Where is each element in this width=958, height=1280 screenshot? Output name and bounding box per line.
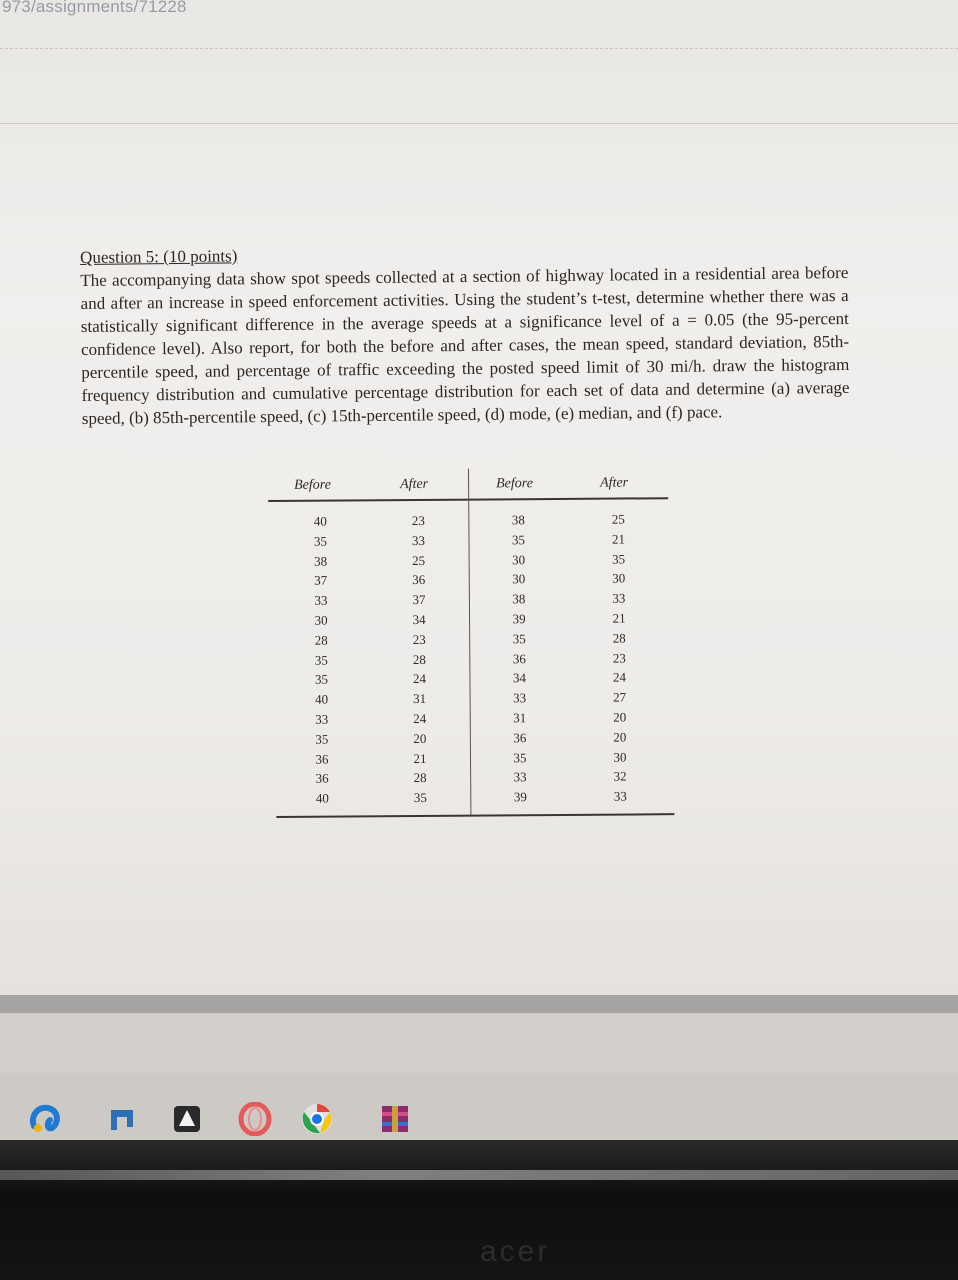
column-before-1 <box>300 511 342 808</box>
table-cell: 20 <box>613 709 627 725</box>
column-before-2 <box>498 510 540 807</box>
table-cell: 23 <box>411 512 425 528</box>
table-cell: 38 <box>512 591 526 607</box>
window-bottom-band <box>0 1013 958 1073</box>
table-cell: 37 <box>412 592 426 608</box>
table-cell: 35 <box>313 533 328 549</box>
monitor-bezel <box>0 1140 958 1280</box>
url-fragment[interactable]: 973/assignments/71228 <box>2 0 187 16</box>
table-cell: 40 <box>313 513 327 529</box>
table-cell: 38 <box>511 512 525 528</box>
monitor-edge <box>0 1170 958 1180</box>
header-before-2: Before <box>496 476 533 492</box>
table-cell: 32 <box>613 768 627 784</box>
table-cell: 36 <box>315 770 329 787</box>
table-cell: 28 <box>314 632 328 648</box>
question-title: Question 5: (10 points) <box>80 246 238 267</box>
table-cell: 35 <box>511 532 526 548</box>
monitor-brand-logo: acer <box>480 1235 551 1268</box>
header-before-1: Before <box>294 477 331 493</box>
winrar-icon[interactable] <box>378 1102 412 1136</box>
table-cell: 27 <box>613 689 627 705</box>
table-bottom-rule <box>276 813 674 818</box>
table-cell: 30 <box>612 570 626 586</box>
table-cell: 30 <box>512 571 526 587</box>
table-cell: 35 <box>314 652 328 668</box>
opera-icon[interactable] <box>238 1102 272 1136</box>
table-cell: 36 <box>512 650 526 666</box>
table-cell: 30 <box>314 612 328 628</box>
table-cell: 23 <box>612 650 626 666</box>
table-cell: 35 <box>612 551 626 567</box>
table-cell: 33 <box>315 711 329 727</box>
app-icon[interactable] <box>28 1102 62 1136</box>
table-cell: 31 <box>513 710 527 726</box>
table-cell: 39 <box>512 611 526 627</box>
column-after-2 <box>598 509 640 806</box>
question-body: The accompanying data show spot speeds collected at a section of highway located in a residential area before and after an increase in speed enforcement activities. Using the student’s t-test, determine whether there was a statistically significant difference in the average speeds at a significance level of a = 0.05 (the 95-percent confidence level). Also report, for both the before and after cases, the mean speed, standard deviation, 85th-percentile speed, and percentage of traffic exceeding the posted speed limit of 30 mi/h. draw the histogram frequency distribution and cumulative percentage distribution for each set of data and determine (a) average speed, (b) 85th-percentile speed, (c) 15th-percentile speed, (d) mode, (e) median, and (f) pace. <box>80 262 850 428</box>
table-cell: 30 <box>512 551 526 567</box>
table-cell: 21 <box>611 531 626 547</box>
table-cell: 34 <box>512 670 527 686</box>
table-cell: 33 <box>613 788 627 804</box>
taskbar <box>0 1073 958 1143</box>
table-cell: 38 <box>314 553 328 569</box>
table-cell: 40 <box>315 691 329 707</box>
table-cell: 30 <box>613 749 627 765</box>
table-cell: 34 <box>412 611 426 627</box>
table-cell: 33 <box>513 769 527 785</box>
table-cell: 33 <box>314 592 328 608</box>
table-cell: 35 <box>512 630 526 647</box>
table-cell: 28 <box>612 630 626 646</box>
column-after-1 <box>398 511 440 808</box>
arrow-icon[interactable] <box>170 1102 204 1136</box>
question-block <box>80 238 850 430</box>
file-icon[interactable] <box>105 1102 139 1136</box>
chrome-icon[interactable] <box>300 1102 334 1136</box>
table-cell: 36 <box>315 751 329 767</box>
content-divider <box>0 123 958 124</box>
horizontal-scrollbar[interactable] <box>0 995 958 1013</box>
table-cell: 21 <box>413 750 427 766</box>
table-cell: 25 <box>412 552 426 568</box>
table-cell: 24 <box>413 710 427 726</box>
table-cell: 21 <box>612 610 626 626</box>
table-cell: 24 <box>412 671 427 687</box>
dotted-divider <box>0 48 958 49</box>
table-cell: 33 <box>513 690 527 706</box>
table-cell: 28 <box>412 651 426 667</box>
table-cell: 20 <box>413 730 427 746</box>
table-cell: 35 <box>315 731 329 747</box>
table-center-rule <box>468 469 471 815</box>
table-cell: 35 <box>513 749 527 765</box>
speed-data-table <box>268 467 673 830</box>
table-cell: 24 <box>612 669 627 685</box>
table-cell: 39 <box>513 789 527 805</box>
table-cell: 28 <box>413 770 427 786</box>
table-cell: 35 <box>413 790 427 806</box>
table-cell: 25 <box>611 511 625 527</box>
header-after-2: After <box>600 475 629 491</box>
table-cell: 20 <box>613 729 627 745</box>
table-cell: 40 <box>315 790 329 806</box>
header-after-1: After <box>400 476 429 493</box>
table-cell: 31 <box>413 691 427 707</box>
table-cell: 36 <box>513 729 527 746</box>
table-cell: 23 <box>412 631 426 647</box>
table-cell: 35 <box>314 671 329 688</box>
table-cell: 33 <box>612 590 626 606</box>
table-cell: 36 <box>412 572 426 588</box>
table-cell: 33 <box>411 532 426 548</box>
table-cell: 37 <box>314 572 328 589</box>
